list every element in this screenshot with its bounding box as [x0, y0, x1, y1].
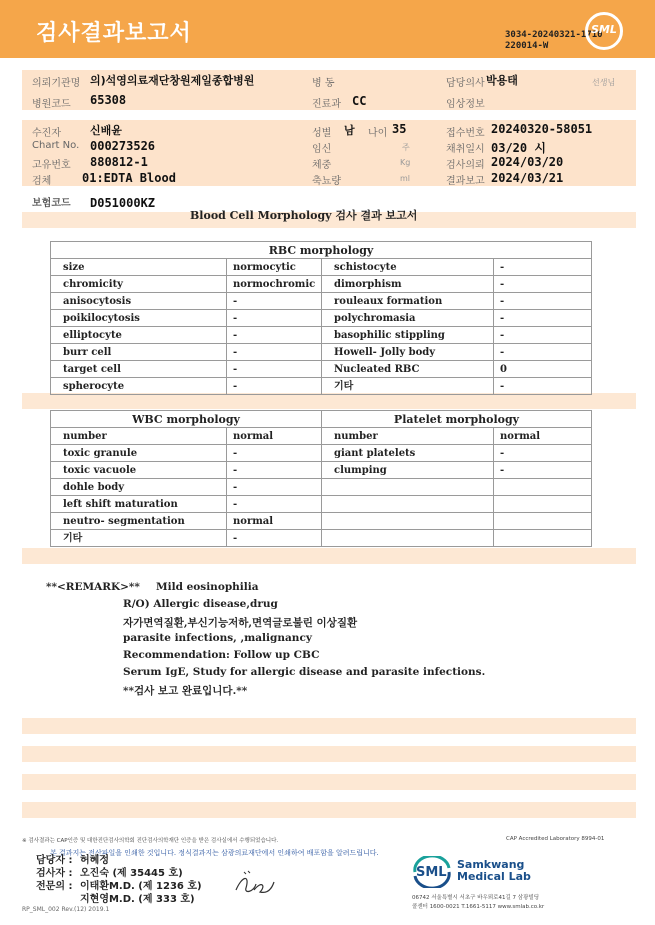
rbc-item: spherocyte: [51, 378, 227, 395]
rbc-item: poikilocytosis: [51, 310, 227, 327]
stripe: [22, 774, 636, 790]
rbc-result: 0: [494, 361, 592, 378]
rbc-heading: RBC morphology: [51, 242, 592, 259]
patient-value: 신배윤: [90, 124, 122, 137]
lab-name-line2: Medical Lab: [457, 870, 531, 883]
manager-value: 허혜정: [80, 855, 109, 866]
insurance-value: D051000KZ: [90, 196, 156, 210]
hospital-label: 의뢰기관명: [32, 78, 81, 89]
specialist-value: 지현영M.D. (제 333 호): [80, 894, 195, 905]
request-label: 검사의뢰: [446, 160, 485, 171]
cap-accreditation: CAP Accredited Laboratory 8994-01: [506, 836, 605, 842]
wbc-platelet-row: [51, 479, 592, 496]
rbc-header-row: [51, 242, 592, 259]
collect-value: 03/20 시: [491, 141, 546, 155]
wbc-platelet-item: neutro- segmentation: [51, 513, 227, 530]
signature-image: [232, 866, 278, 898]
report-code-line1: 3034-20240321-1710: [505, 30, 603, 40]
stripe: [22, 746, 636, 762]
remark-line: Mild eosinophilia: [156, 581, 259, 593]
wbc-platelet-row: [51, 445, 592, 462]
wbc-platelet-result: -: [227, 496, 322, 513]
wbc-platelet-result: [494, 530, 592, 547]
wbc-platelet-item: toxic vacuole: [51, 462, 227, 479]
sml-footer-logo: [412, 856, 452, 888]
rbc-row: [51, 293, 592, 310]
wbc-platelet-result: -: [227, 462, 322, 479]
hospcode-label: 병원코드: [32, 99, 71, 110]
sex-label: 성별: [312, 128, 332, 139]
specimen-value: 01:EDTA Blood: [82, 171, 176, 185]
rbc-result: -: [494, 293, 592, 310]
sml-footer-logo-text: SML: [416, 865, 447, 880]
doctor-suffix: 선생님: [592, 78, 616, 87]
remark-prefix: **<REMARK>**: [46, 581, 140, 593]
rbc-item: schistocyte: [322, 259, 494, 276]
remark-line: Recommendation: Follow up CBC: [123, 649, 320, 661]
wbc-platelet-item: clumping: [322, 462, 494, 479]
doctor-label: 담당의사: [446, 78, 485, 89]
wbc-platelet-result: -: [227, 445, 322, 462]
lab-address: 06742 서울특별시 서초구 바우뫼로41길 7 삼광빌딩: [412, 895, 540, 901]
remark-line: R/O) Allergic disease,drug: [123, 598, 278, 610]
specialist-label: 전문의 :: [36, 881, 73, 892]
wbc-platelet-item: giant platelets: [322, 445, 494, 462]
rbc-row: [51, 327, 592, 344]
wbc-platelet-item: number: [51, 428, 227, 445]
wbc-platelet-row: [51, 428, 592, 445]
report-date-value: 2024/03/21: [491, 171, 564, 185]
rbc-result: -: [494, 310, 592, 327]
rbc-result: -: [227, 378, 322, 395]
dept-label: 진료과: [312, 99, 341, 110]
pregnancy-label: 임신: [312, 144, 332, 155]
specialist-value: 이태환M.D. (제 1236 호): [80, 881, 202, 892]
wbc-platelet-item: [322, 530, 494, 547]
lab-name: [457, 859, 531, 883]
rbc-item: size: [51, 259, 227, 276]
rbc-result: -: [494, 344, 592, 361]
rbc-item: 기타: [322, 378, 494, 395]
copy-notice: 본 결과지는 전산파일을 인쇄한 것입니다. 정식결과지는 삼광의료재단에서 인쇄하여 배포함을 알려드립니다.: [50, 849, 379, 857]
report-title: Blood Cell Morphology 검사 결과 보고서: [190, 209, 418, 222]
receipt-value: 20240320-58051: [491, 122, 593, 136]
rbc-item: anisocytosis: [51, 293, 227, 310]
id-value: 880812-1: [90, 155, 148, 169]
rbc-row: [51, 259, 592, 276]
wbc-heading: WBC morphology: [51, 411, 322, 428]
stripe: [22, 548, 636, 564]
rbc-item: polychromasia: [322, 310, 494, 327]
remark-line: parasite infections, ,malignancy: [123, 632, 312, 644]
wbc-platelet-item: [322, 513, 494, 530]
rbc-item: target cell: [51, 361, 227, 378]
rbc-result: -: [227, 327, 322, 344]
chart-value: 000273526: [90, 139, 156, 153]
wbc-platelet-table: [50, 410, 592, 547]
stripe: [22, 802, 636, 818]
rbc-row: [51, 378, 592, 395]
patient-label: 수진자: [32, 128, 61, 139]
rbc-result: -: [227, 293, 322, 310]
rbc-result: -: [227, 361, 322, 378]
remark-line: **검사 보고 완료입니다.**: [123, 685, 248, 697]
wbc-platelet-result: [494, 513, 592, 530]
wbc-platelet-item: dohle body: [51, 479, 227, 496]
remark-line: 자가면역질환,부신기능저하,면역글로불린 이상질환: [123, 617, 358, 629]
wbc-platelet-item: number: [322, 428, 494, 445]
rbc-result: -: [227, 310, 322, 327]
wbc-platelet-result: [494, 479, 592, 496]
stripe: [22, 393, 636, 409]
form-code: RP_SML_002 Rev.(12) 2019.1: [22, 906, 110, 913]
hospcode-value: 65308: [90, 93, 127, 107]
insurance-label: 보험코드: [32, 198, 71, 209]
remark-line: Serum IgE, Study for allergic disease and parasite infections.: [123, 666, 486, 678]
tester-value: 오진숙 (제 35445 호): [80, 868, 183, 879]
wbc-platelet-result: -: [227, 479, 322, 496]
sex-value: 남: [344, 124, 355, 137]
dept-value: CC: [352, 94, 367, 108]
rbc-row: [51, 310, 592, 327]
rbc-result: -: [494, 276, 592, 293]
pregnancy-unit: 주: [402, 143, 410, 152]
weight-label: 체중: [312, 160, 332, 171]
collect-label: 채취일시: [446, 144, 485, 155]
rbc-row: [51, 276, 592, 293]
age-label: 나이: [368, 128, 388, 139]
wbc-platelet-item: 기타: [51, 530, 227, 547]
urine-label: 축뇨량: [312, 176, 341, 187]
rbc-row: [51, 344, 592, 361]
wbc-platelet-result: -: [227, 530, 322, 547]
hospital-value: 의)석영의료재단창원제일종합병원: [90, 74, 255, 87]
wbc-platelet-item: [322, 496, 494, 513]
rbc-result: -: [494, 378, 592, 395]
rbc-result: -: [494, 327, 592, 344]
specimen-label: 검체: [32, 176, 52, 187]
age-value: 35: [392, 122, 407, 136]
stripe: [22, 718, 636, 734]
urine-unit: ml: [400, 174, 411, 183]
rbc-item: Nucleated RBC: [322, 361, 494, 378]
tester-label: 검사자 :: [36, 868, 73, 879]
lab-contact: 콜센터 1600-0021 T.1661-5117 www.smlab.co.kr: [412, 904, 545, 910]
rbc-morphology-table: [50, 241, 592, 395]
wbc-platelet-row: [51, 462, 592, 479]
rbc-item: Howell- Jolly body: [322, 344, 494, 361]
wbc-platelet-row: [51, 530, 592, 547]
wbc-platelet-result: normal: [227, 428, 322, 445]
lab-name-line1: Samkwang: [457, 858, 525, 871]
cert-notice: ※ 검사결과는 CAP인증 및 대한진단검사의학회 진단검사의학재단 인증을 받은 검사실에서 수행되었습니다.: [22, 838, 279, 844]
chart-label: Chart No.: [32, 140, 80, 151]
doctor-value: 박용태: [486, 74, 518, 87]
rbc-item: burr cell: [51, 344, 227, 361]
rbc-result: -: [227, 344, 322, 361]
wbc-platelet-result: normal: [227, 513, 322, 530]
wbc-platelet-row: [51, 496, 592, 513]
wbc-platelet-header-row: [51, 411, 592, 428]
rbc-item: basophilic stippling: [322, 327, 494, 344]
wbc-platelet-result: normal: [494, 428, 592, 445]
rbc-row: [51, 361, 592, 378]
wbc-platelet-item: left shift maturation: [51, 496, 227, 513]
rbc-result: normochromic: [227, 276, 322, 293]
wbc-platelet-row: [51, 513, 592, 530]
wbc-platelet-item: [322, 479, 494, 496]
manager-label: 담당자 :: [36, 855, 73, 866]
weight-unit: Kg: [400, 158, 411, 167]
rbc-item: chromicity: [51, 276, 227, 293]
sml-logo: [585, 12, 623, 50]
rbc-item: rouleaux formation: [322, 293, 494, 310]
report-date-label: 결과보고: [446, 176, 485, 187]
report-header: [0, 0, 655, 58]
rbc-result: -: [494, 259, 592, 276]
rbc-item: dimorphism: [322, 276, 494, 293]
receipt-label: 접수번호: [446, 128, 485, 139]
rbc-result: normocytic: [227, 259, 322, 276]
request-value: 2024/03/20: [491, 155, 564, 169]
wbc-platelet-result: [494, 496, 592, 513]
clinical-label: 임상정보: [446, 99, 485, 110]
sml-logo-text: SML: [591, 23, 617, 36]
rbc-item: elliptocyte: [51, 327, 227, 344]
wbc-platelet-item: toxic granule: [51, 445, 227, 462]
wbc-platelet-result: -: [494, 445, 592, 462]
ward-label: 병 동: [312, 78, 335, 89]
id-label: 고유번호: [32, 160, 71, 171]
platelet-heading: Platelet morphology: [322, 411, 592, 428]
wbc-platelet-result: -: [494, 462, 592, 479]
page-title: 검사결과보고서: [36, 21, 192, 46]
report-code-line2: 220014-W: [505, 41, 549, 51]
